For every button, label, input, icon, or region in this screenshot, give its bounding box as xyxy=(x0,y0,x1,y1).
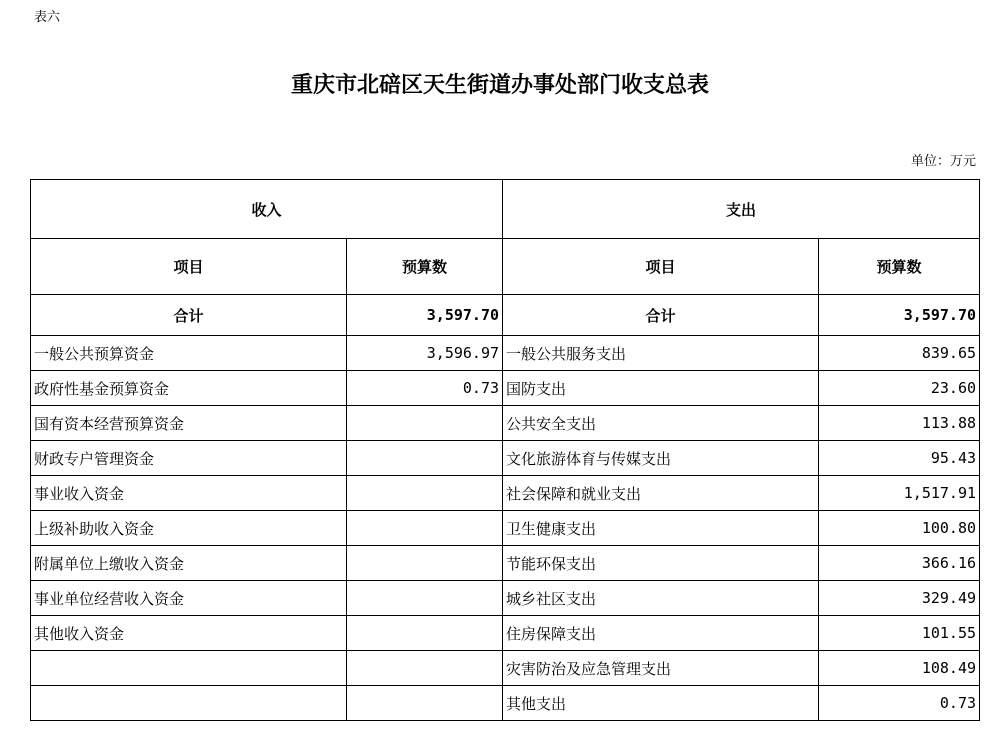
income-item: 事业单位经营收入资金 xyxy=(31,581,347,616)
income-value: 0.73 xyxy=(347,371,503,406)
expense-value: 100.80 xyxy=(819,511,980,546)
income-item xyxy=(31,651,347,686)
income-item: 上级补助收入资金 xyxy=(31,511,347,546)
income-budget-column-header: 预算数 xyxy=(347,239,503,295)
income-value xyxy=(347,441,503,476)
budget-summary-table xyxy=(30,179,980,721)
expense-value: 1,517.91 xyxy=(819,476,980,511)
income-item: 一般公共预算资金 xyxy=(31,336,347,371)
expense-value: 113.88 xyxy=(819,406,980,441)
expense-budget-column-header: 预算数 xyxy=(819,239,980,295)
table-row xyxy=(31,476,980,511)
income-item: 政府性基金预算资金 xyxy=(31,371,347,406)
income-item: 事业收入资金 xyxy=(31,476,347,511)
income-value xyxy=(347,546,503,581)
income-value xyxy=(347,686,503,721)
income-value xyxy=(347,651,503,686)
section-header-row xyxy=(31,180,980,239)
expense-section-header: 支出 xyxy=(503,180,980,239)
expense-item: 住房保障支出 xyxy=(503,616,819,651)
expense-item: 社会保障和就业支出 xyxy=(503,476,819,511)
expense-item: 公共安全支出 xyxy=(503,406,819,441)
income-value xyxy=(347,476,503,511)
table-row xyxy=(31,616,980,651)
income-item: 财政专户管理资金 xyxy=(31,441,347,476)
income-value: 3,596.97 xyxy=(347,336,503,371)
table-row xyxy=(31,581,980,616)
expense-item: 一般公共服务支出 xyxy=(503,336,819,371)
total-row xyxy=(31,295,980,336)
income-item: 国有资本经营预算资金 xyxy=(31,406,347,441)
income-total-value: 3,597.70 xyxy=(347,295,503,336)
income-item: 附属单位上缴收入资金 xyxy=(31,546,347,581)
expense-item: 城乡社区支出 xyxy=(503,581,819,616)
expense-value: 108.49 xyxy=(819,651,980,686)
expense-item: 灾害防治及应急管理支出 xyxy=(503,651,819,686)
income-value xyxy=(347,616,503,651)
table-number-label: 表六 xyxy=(34,10,61,25)
table-row xyxy=(31,336,980,371)
expense-value: 366.16 xyxy=(819,546,980,581)
income-value xyxy=(347,511,503,546)
table-row xyxy=(31,441,980,476)
table-row xyxy=(31,686,980,721)
income-value xyxy=(347,406,503,441)
expense-value: 0.73 xyxy=(819,686,980,721)
income-item-column-header: 项目 xyxy=(31,239,347,295)
expense-total-label: 合计 xyxy=(503,295,819,336)
expense-item: 文化旅游体育与传媒支出 xyxy=(503,441,819,476)
expense-item: 其他支出 xyxy=(503,686,819,721)
unit-label: 单位：万元 xyxy=(910,154,976,169)
expense-value: 23.60 xyxy=(819,371,980,406)
expense-value: 95.43 xyxy=(819,441,980,476)
page-title: 重庆市北碚区天生街道办事处部门收支总表 xyxy=(290,72,709,98)
column-header-row xyxy=(31,239,980,295)
table-row xyxy=(31,651,980,686)
expense-value: 329.49 xyxy=(819,581,980,616)
income-value xyxy=(347,581,503,616)
income-item: 其他收入资金 xyxy=(31,616,347,651)
expense-value: 839.65 xyxy=(819,336,980,371)
table-row xyxy=(31,511,980,546)
table-row xyxy=(31,406,980,441)
expense-item-column-header: 项目 xyxy=(503,239,819,295)
income-section-header: 收入 xyxy=(31,180,503,239)
expense-item: 节能环保支出 xyxy=(503,546,819,581)
expense-value: 101.55 xyxy=(819,616,980,651)
expense-item: 卫生健康支出 xyxy=(503,511,819,546)
income-total-label: 合计 xyxy=(31,295,347,336)
table-row xyxy=(31,546,980,581)
expense-total-value: 3,597.70 xyxy=(819,295,980,336)
expense-item: 国防支出 xyxy=(503,371,819,406)
table-row xyxy=(31,371,980,406)
income-item xyxy=(31,686,347,721)
